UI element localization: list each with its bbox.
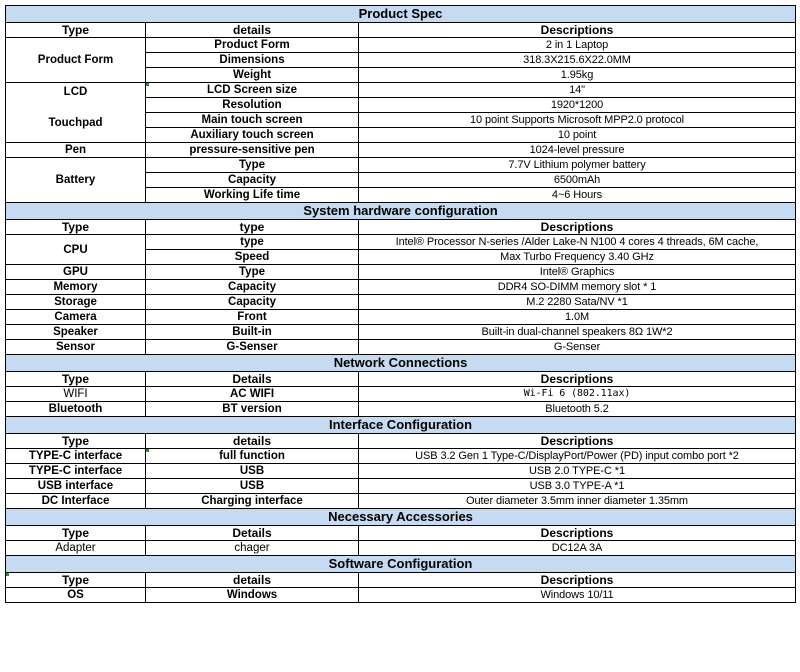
details-cell: G-Senser	[146, 340, 359, 355]
column-header-details: details	[146, 573, 359, 588]
type-cell: Speaker	[6, 325, 146, 340]
details-cell: Front	[146, 310, 359, 325]
column-header-details: Details	[146, 526, 359, 541]
details-cell: LCD Screen size	[146, 83, 359, 98]
type-cell: Storage	[6, 295, 146, 310]
details-cell: Type	[146, 265, 359, 280]
type-cell: Touchpad	[6, 113, 146, 143]
details-cell: USB	[146, 464, 359, 479]
column-header-row	[6, 220, 796, 235]
description-cell: Max Turbo Frequency 3.40 GHz	[359, 250, 796, 265]
description-cell: 1.95kg	[359, 68, 796, 83]
column-header-descriptions: Descriptions	[359, 526, 796, 541]
type-cell: DC Interface	[6, 494, 146, 509]
column-header-descriptions: Descriptions	[359, 434, 796, 449]
section-header-software	[6, 556, 796, 573]
description-cell: 1920*1200	[359, 98, 796, 113]
column-header-row	[6, 434, 796, 449]
description-cell: Wi-Fi 6 (802.11ax)	[359, 387, 796, 402]
table-row	[6, 310, 796, 325]
description-cell: Windows 10/11	[359, 588, 796, 603]
column-header-descriptions: Descriptions	[359, 220, 796, 235]
table-row	[6, 265, 796, 280]
description-cell: USB 2.0 TYPE-C *1	[359, 464, 796, 479]
section-header-accessories	[6, 509, 796, 526]
column-header-details: details	[146, 23, 359, 38]
type-cell: Bluetooth	[6, 402, 146, 417]
description-cell: 10 point	[359, 128, 796, 143]
details-cell: Working Life time	[146, 188, 359, 203]
section-title: Interface Configuration	[6, 417, 796, 434]
section-header-product-spec	[6, 6, 796, 23]
type-cell: GPU	[6, 265, 146, 280]
details-cell: Capacity	[146, 173, 359, 188]
description-cell: 318.3X215.6X22.0MM	[359, 53, 796, 68]
type-cell: OS	[6, 588, 146, 603]
column-header-details: Details	[146, 372, 359, 387]
details-cell: Windows	[146, 588, 359, 603]
type-cell: Camera	[6, 310, 146, 325]
column-header-row	[6, 372, 796, 387]
details-cell: Type	[146, 158, 359, 173]
type-cell: TYPE-C interface	[6, 449, 146, 464]
table-row	[6, 541, 796, 556]
details-cell: pressure-sensitive pen	[146, 143, 359, 158]
column-header-descriptions: Descriptions	[359, 573, 796, 588]
table-row	[6, 464, 796, 479]
table-row	[6, 494, 796, 509]
type-cell: WIFI	[6, 387, 146, 402]
column-header-type: Type	[6, 220, 146, 235]
section-header-network	[6, 355, 796, 372]
table-row	[6, 402, 796, 417]
type-cell: Product Form	[6, 38, 146, 83]
table-row	[6, 280, 796, 295]
description-cell: DC12A 3A	[359, 541, 796, 556]
details-cell: Weight	[146, 68, 359, 83]
column-header-type: Type	[6, 573, 146, 588]
table-row	[6, 588, 796, 603]
details-cell: AC WIFI	[146, 387, 359, 402]
table-row	[6, 158, 796, 173]
type-cell: Pen	[6, 143, 146, 158]
table-row	[6, 235, 796, 250]
description-cell: USB 3.2 Gen 1 Type-C/DisplayPort/Power (PD) input combo port *2	[359, 449, 796, 464]
details-cell: Dimensions	[146, 53, 359, 68]
description-cell: USB 3.0 TYPE-A *1	[359, 479, 796, 494]
table-row	[6, 113, 796, 128]
details-cell: full function	[146, 449, 359, 464]
type-cell: USB interface	[6, 479, 146, 494]
details-cell: Auxiliary touch screen	[146, 128, 359, 143]
column-header-row	[6, 573, 796, 588]
details-cell: USB	[146, 479, 359, 494]
column-header-type: Type	[6, 526, 146, 541]
section-header-interface	[6, 417, 796, 434]
spec-table	[5, 5, 796, 603]
details-cell: Resolution	[146, 98, 359, 113]
table-row	[6, 387, 796, 402]
details-cell: type	[146, 235, 359, 250]
section-title: Software Configuration	[6, 556, 796, 573]
description-cell: Outer diameter 3.5mm inner diameter 1.35mm	[359, 494, 796, 509]
type-cell: Memory	[6, 280, 146, 295]
column-header-row	[6, 23, 796, 38]
table-row	[6, 340, 796, 355]
table-row	[6, 449, 796, 464]
column-header-type: Type	[6, 372, 146, 387]
type-cell: Adapter	[6, 541, 146, 556]
section-title: Product Spec	[6, 6, 796, 23]
details-cell: Speed	[146, 250, 359, 265]
description-cell: Bluetooth 5.2	[359, 402, 796, 417]
column-header-details: details	[146, 434, 359, 449]
column-header-row	[6, 526, 796, 541]
details-cell: Capacity	[146, 280, 359, 295]
description-cell: Built-in dual-channel speakers 8Ω 1W*2	[359, 325, 796, 340]
column-header-descriptions: Descriptions	[359, 372, 796, 387]
details-cell: Charging interface	[146, 494, 359, 509]
description-cell: 10 point Supports Microsoft MPP2.0 protocol	[359, 113, 796, 128]
details-cell: Built-in	[146, 325, 359, 340]
details-cell: Capacity	[146, 295, 359, 310]
column-header-type: Type	[6, 23, 146, 38]
column-header-details: type	[146, 220, 359, 235]
description-cell: 1024-level pressure	[359, 143, 796, 158]
column-header-type: Type	[6, 434, 146, 449]
description-cell: 4~6 Hours	[359, 188, 796, 203]
description-cell: DDR4 SO-DIMM memory slot * 1	[359, 280, 796, 295]
description-cell: 14"	[359, 83, 796, 98]
type-cell: CPU	[6, 235, 146, 265]
table-row	[6, 83, 796, 98]
table-row	[6, 479, 796, 494]
details-cell: Main touch screen	[146, 113, 359, 128]
table-row	[6, 295, 796, 310]
description-cell: M.2 2280 Sata/NV *1	[359, 295, 796, 310]
description-cell: 7.7V Lithium polymer battery	[359, 158, 796, 173]
details-cell: BT version	[146, 402, 359, 417]
description-cell: 2 in 1 Laptop	[359, 38, 796, 53]
table-row	[6, 143, 796, 158]
description-cell: Intel® Processor N-series /Alder Lake-N N100 4 cores 4 threads, 6M cache,	[359, 235, 796, 250]
details-cell: chager	[146, 541, 359, 556]
section-header-system-hardware	[6, 203, 796, 220]
description-cell: 1.0M	[359, 310, 796, 325]
type-cell: TYPE-C interface	[6, 464, 146, 479]
section-title: Network Connections	[6, 355, 796, 372]
type-cell: LCD	[6, 83, 146, 113]
column-header-descriptions: Descriptions	[359, 23, 796, 38]
description-cell: Intel® Graphics	[359, 265, 796, 280]
details-cell: Product Form	[146, 38, 359, 53]
section-title: System hardware configuration	[6, 203, 796, 220]
table-row	[6, 325, 796, 340]
description-cell: G-Senser	[359, 340, 796, 355]
type-cell: Battery	[6, 158, 146, 203]
table-row	[6, 38, 796, 53]
type-cell: Sensor	[6, 340, 146, 355]
section-title: Necessary Accessories	[6, 509, 796, 526]
description-cell: 6500mAh	[359, 173, 796, 188]
